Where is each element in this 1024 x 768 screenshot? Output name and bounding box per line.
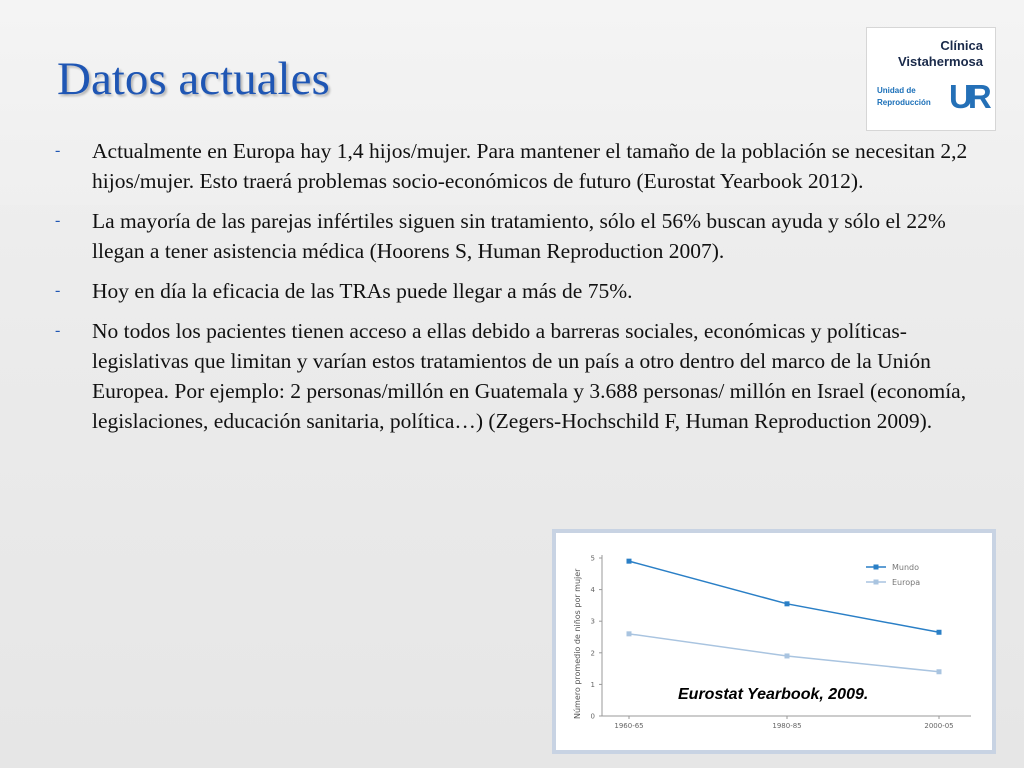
legend-marker-mundo <box>874 565 879 570</box>
data-point-europa <box>937 669 942 674</box>
bullet-item <box>55 136 985 196</box>
bullet-marker: - <box>55 282 61 299</box>
y-tick-label: 4 <box>590 586 595 595</box>
bullet-text: Actualmente en Europa hay 1,4 hijos/mujer. Para mantener el tamaño de la población se necesitan 2,2 hijos/mujer. Esto traerá problemas socio-económicos de futuro (Eurostat Yearbook 2012). <box>92 139 968 193</box>
bullet-item <box>55 206 985 266</box>
chart-caption: Eurostat Yearbook, 2009. <box>678 686 869 703</box>
clinic-logo <box>866 27 996 131</box>
bullet-list <box>55 136 985 446</box>
data-point-europa <box>627 631 632 636</box>
logo-mark: UR <box>949 78 987 115</box>
bullet-item <box>55 316 985 436</box>
logo-line-reproduccion: Reproducción <box>877 98 931 107</box>
data-point-mundo <box>785 601 790 606</box>
bullet-text: Hoy en día la eficacia de las TRAs puede llegar a más de 75%. <box>92 279 633 303</box>
x-tick-label: 1960-65 <box>614 722 644 730</box>
logo-line-vistahermosa: Vistahermosa <box>897 54 983 69</box>
y-axis-label: Número promedio de niños por mujer <box>573 568 582 719</box>
y-tick-label: 3 <box>590 617 595 626</box>
x-tick-label: 1980-85 <box>772 722 802 730</box>
data-point-mundo <box>937 630 942 635</box>
series-line-europa <box>629 634 939 672</box>
fertility-chart <box>552 529 996 754</box>
logo-line-clinica: Clínica <box>940 38 983 53</box>
y-tick-label: 0 <box>590 712 595 721</box>
page-title: Datos actuales <box>57 53 330 105</box>
legend-marker-europa <box>874 580 879 585</box>
data-point-europa <box>785 653 790 658</box>
bullet-text: La mayoría de las parejas infértiles siguen sin tratamiento, sólo el 56% buscan ayuda y sólo el 22% llegan a tener asistencia médica (Hoorens S, Human Reproduction 2007). <box>92 209 946 263</box>
x-tick-label: 2000-05 <box>924 722 954 730</box>
bullet-item <box>55 276 985 306</box>
bullet-marker: - <box>55 322 61 339</box>
bullet-marker: - <box>55 142 61 159</box>
legend-label-europa: Europa <box>892 578 921 587</box>
y-tick-label: 2 <box>590 649 595 658</box>
logo-line-unidad: Unidad de <box>877 86 916 95</box>
bullet-marker: - <box>55 212 61 229</box>
y-tick-label: 5 <box>590 554 595 563</box>
chart-svg <box>556 533 992 750</box>
data-point-mundo <box>627 559 632 564</box>
legend-label-mundo: Mundo <box>892 563 920 572</box>
bullet-text: No todos los pacientes tienen acceso a ellas debido a barreras sociales, económicas y políticas-legislativas que limitan y varían estos tratamientos de un país a otro dentro del marco de la Unión Europea. Por ejemplo: 2 personas/millón en Guatemala y 3.688 personas/ millón en Israel (economía, legislaciones, educación sanitaria, política…) (Zegers-Hochschild F, Human Reproduction 2009). <box>92 319 967 433</box>
y-tick-label: 1 <box>590 680 595 689</box>
